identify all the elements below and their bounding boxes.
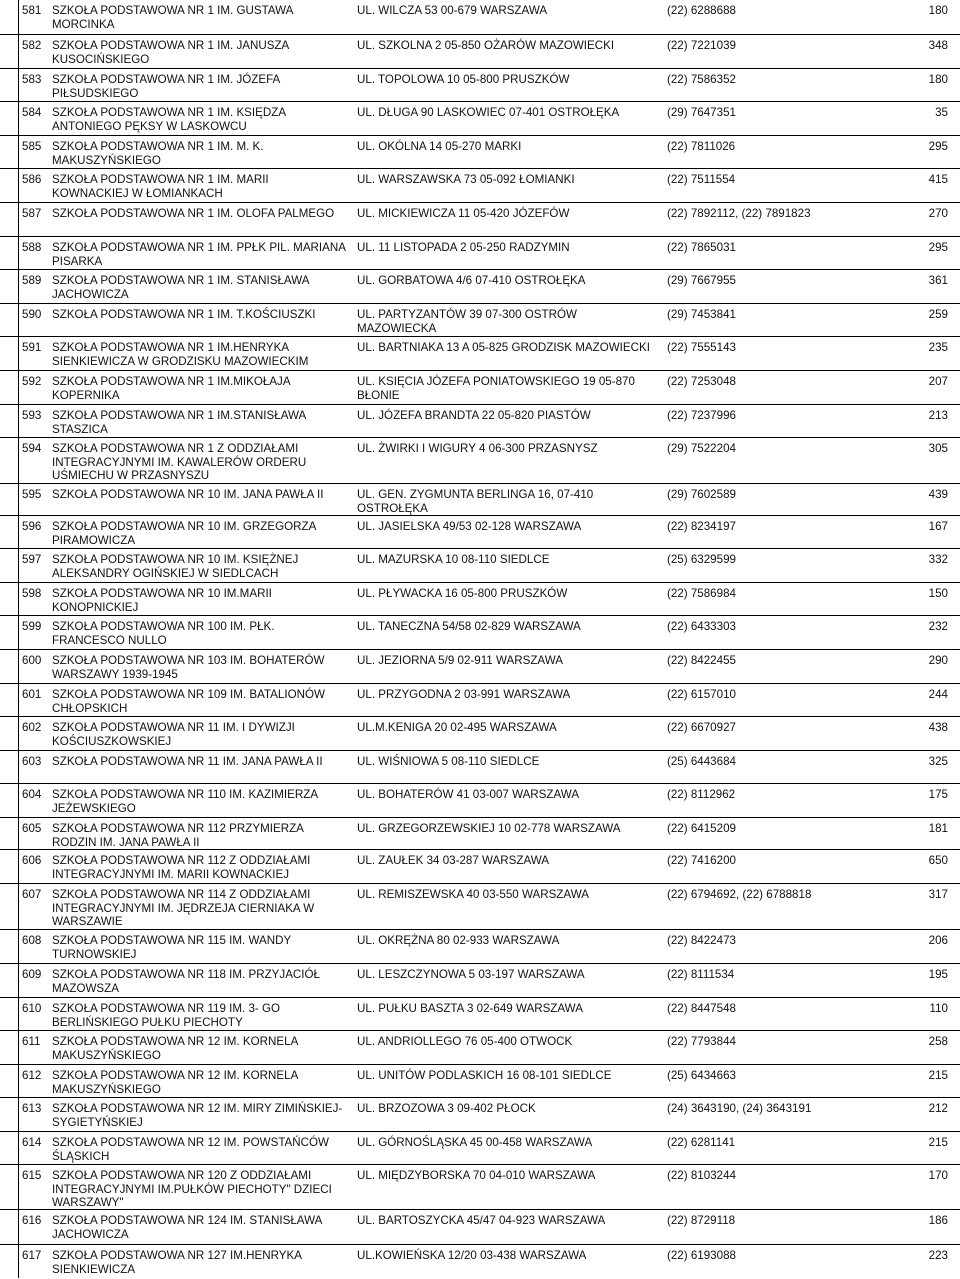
pupil-count: 170 bbox=[928, 1169, 948, 1182]
school-name: SZKOŁA PODSTAWOWA NR 1 IM. KSIĘDZA ANTONIEGO PĘKSY W LASKOWCU bbox=[52, 106, 286, 133]
table-row bbox=[0, 783, 960, 818]
phone-number: (22) 8447548 bbox=[667, 1002, 736, 1015]
school-address: UL. OKRĘŻNA 80 02-933 WARSZAWA bbox=[357, 934, 560, 947]
school-name: SZKOŁA PODSTAWOWA NR 11 IM. I DYWIZJI KOŚCIUSZKOWSKIEJ bbox=[52, 721, 295, 748]
school-address: UL. LESZCZYNOWA 5 03-197 WARSZAWA bbox=[357, 968, 585, 981]
school-address: UL. WARSZAWSKA 73 05-092 ŁOMIANKI bbox=[357, 173, 575, 186]
table-row bbox=[0, 1097, 960, 1132]
school-address: UL. ŻWIRKI I WIGURY 4 06-300 PRZASNYSZ bbox=[357, 442, 598, 455]
phone-number: (22) 8111534 bbox=[667, 968, 735, 981]
pupil-count: 215 bbox=[928, 1069, 948, 1082]
table-row bbox=[0, 34, 960, 69]
school-address: UL. PARTYZANTÓW 39 07-300 OSTRÓW MAZOWIECKA bbox=[357, 308, 577, 335]
phone-number: (29) 7453841 bbox=[667, 308, 736, 321]
pupil-count: 206 bbox=[928, 934, 948, 947]
school-name: SZKOŁA PODSTAWOWA NR 1 IM. M. K. MAKUSZYŃSKIEGO bbox=[52, 140, 264, 167]
phone-number: (22) 8112962 bbox=[667, 788, 736, 801]
pupil-count: 258 bbox=[928, 1035, 948, 1048]
phone-number: (22) 7811026 bbox=[667, 140, 736, 153]
school-name: SZKOŁA PODSTAWOWA NR 1 IM. GUSTAWA MORCINKA bbox=[52, 4, 293, 31]
school-name: SZKOŁA PODSTAWOWA NR 120 Z ODDZIAŁAMI INTEGRACYJNYMI IM.PUŁKÓW PIECHOTY" DZIECI WARSZAWY" bbox=[52, 1169, 332, 1210]
school-address: UL. WIŚNIOWA 5 08-110 SIEDLCE bbox=[357, 755, 540, 768]
school-name: SZKOŁA PODSTAWOWA NR 1 IM.HENRYKA SIENKIEWICZA W GRODZISKU MAZOWIECKIM bbox=[52, 341, 309, 368]
phone-number: (25) 6443684 bbox=[667, 755, 736, 768]
table-row bbox=[0, 817, 960, 850]
school-address: UL. GORBATOWA 4/6 07-410 OSTROŁĘKA bbox=[357, 274, 586, 287]
pupil-count: 207 bbox=[928, 375, 948, 388]
school-address: UL. BOHATERÓW 41 03-007 WARSZAWA bbox=[357, 788, 580, 801]
pupil-count: 290 bbox=[928, 654, 948, 667]
pupil-count: 259 bbox=[928, 308, 948, 321]
pupil-count: 110 bbox=[929, 1002, 948, 1015]
phone-number: (22) 8103244 bbox=[667, 1169, 736, 1182]
row-number: 593 bbox=[22, 409, 42, 422]
pupil-count: 244 bbox=[928, 688, 948, 701]
row-number: 585 bbox=[22, 140, 42, 153]
row-number: 606 bbox=[22, 854, 42, 867]
row-number: 609 bbox=[22, 968, 42, 981]
school-address: UL. GEN. ZYGMUNTA BERLINGA 16, 07-410 OSTROŁĘKA bbox=[357, 488, 594, 515]
table-row bbox=[0, 269, 960, 304]
pupil-count: 195 bbox=[928, 968, 948, 981]
phone-number: (25) 6434663 bbox=[667, 1069, 736, 1082]
pupil-count: 650 bbox=[928, 854, 948, 867]
pupil-count: 35 bbox=[935, 106, 948, 119]
phone-number: (29) 7602589 bbox=[667, 488, 736, 501]
pupil-count: 325 bbox=[928, 755, 948, 768]
table-row bbox=[0, 997, 960, 1031]
row-number: 599 bbox=[22, 620, 42, 633]
row-number: 591 bbox=[22, 341, 42, 354]
phone-number: (22) 7865031 bbox=[667, 241, 736, 254]
school-address: UL. TANECZNA 54/58 02-829 WARSZAWA bbox=[357, 620, 581, 633]
school-name: SZKOŁA PODSTAWOWA NR 1 IM. MARII KOWNACKIEJ W ŁOMIANKACH bbox=[52, 173, 269, 200]
school-address: UL. UNITÓW PODLASKICH 16 08-101 SIEDLCE bbox=[357, 1069, 612, 1082]
pupil-count: 439 bbox=[928, 488, 948, 501]
pupil-count: 415 bbox=[928, 173, 948, 186]
row-number: 584 bbox=[22, 106, 42, 119]
school-name: SZKOŁA PODSTAWOWA NR 1 IM. STANISŁAWA JACHOWICZA bbox=[52, 274, 309, 301]
pupil-count: 270 bbox=[928, 207, 948, 220]
table-left-border bbox=[18, 0, 19, 1278]
pupil-count: 317 bbox=[928, 888, 948, 901]
school-address: UL. KSIĘCIA JÓZEFA PONIATOWSKIEGO 19 05-870 BŁONIE bbox=[357, 375, 635, 402]
row-number: 612 bbox=[22, 1069, 42, 1082]
table-row bbox=[0, 0, 960, 34]
row-number: 617 bbox=[22, 1249, 42, 1262]
school-name: SZKOŁA PODSTAWOWA NR 1 IM. PPŁK PIL. MARIANA PISARKA bbox=[52, 241, 346, 268]
row-number: 615 bbox=[22, 1169, 42, 1182]
pupil-count: 305 bbox=[928, 442, 948, 455]
phone-number: (22) 6433303 bbox=[667, 620, 736, 633]
table-row bbox=[0, 437, 960, 484]
row-number: 613 bbox=[22, 1102, 42, 1115]
school-name: SZKOŁA PODSTAWOWA NR 1 Z ODDZIAŁAMI INTEGRACYJNYMI IM. KAWALERÓW ORDERU UŚMIECHU W PRZASNYSZU bbox=[52, 442, 307, 483]
school-address: UL. MICKIEWICZA 11 05-420 JÓZEFÓW bbox=[357, 207, 570, 220]
table-row bbox=[0, 750, 960, 784]
school-address: UL. GÓRNOŚLĄSKA 45 00-458 WARSZAWA bbox=[357, 1136, 593, 1149]
pupil-count: 186 bbox=[928, 1214, 948, 1227]
phone-number: (29) 7667955 bbox=[667, 274, 736, 287]
row-number: 597 bbox=[22, 553, 42, 566]
table-row bbox=[0, 582, 960, 616]
phone-number: (22) 6415209 bbox=[667, 822, 736, 835]
school-address: UL. GRZEGORZEWSKIEJ 10 02-778 WARSZAWA bbox=[357, 822, 621, 835]
school-name: SZKOŁA PODSTAWOWA NR 118 IM. PRZYJACIÓŁ MAZOWSZA bbox=[52, 968, 320, 995]
pupil-count: 438 bbox=[928, 721, 948, 734]
pupil-count: 232 bbox=[928, 620, 948, 633]
table-row bbox=[0, 370, 960, 405]
school-name: SZKOŁA PODSTAWOWA NR 1 IM. JÓZEFA PIŁSUDSKIEGO bbox=[52, 73, 280, 100]
table-row bbox=[0, 649, 960, 684]
school-address: UL. JASIELSKA 49/53 02-128 WARSZAWA bbox=[357, 520, 582, 533]
school-address: UL. TOPOLOWA 10 05-800 PRUSZKÓW bbox=[357, 73, 570, 86]
phone-number: (22) 7253048 bbox=[667, 375, 736, 388]
school-name: SZKOŁA PODSTAWOWA NR 127 IM.HENRYKA SIENKIEWICZA bbox=[52, 1249, 302, 1276]
table-row bbox=[0, 849, 960, 884]
school-name: SZKOŁA PODSTAWOWA NR 1 IM. JANUSZA KUSOCIŃSKIEGO bbox=[52, 39, 289, 66]
table-row bbox=[0, 101, 960, 136]
school-address: UL. MAZURSKA 10 08-110 SIEDLCE bbox=[357, 553, 550, 566]
school-address: UL. MIĘDZYBORSKA 70 04-010 WARSZAWA bbox=[357, 1169, 596, 1182]
school-address: UL. BRZOZOWA 3 09-402 PŁOCK bbox=[357, 1102, 536, 1115]
phone-number: (22) 6281141 bbox=[667, 1136, 736, 1149]
phone-number: (22) 7555143 bbox=[667, 341, 736, 354]
school-name: SZKOŁA PODSTAWOWA NR 12 IM. KORNELA MAKUSZYŃSKIEGO bbox=[52, 1035, 298, 1062]
phone-number: (24) 3643190, (24) 3643191 bbox=[667, 1102, 812, 1115]
school-address: UL. SZKOLNA 2 05-850 OŻARÓW MAZOWIECKI bbox=[357, 39, 615, 52]
school-name: SZKOŁA PODSTAWOWA NR 10 IM. KSIĘŻNEJ ALEKSANDRY OGIŃSKIEJ W SIEDLCACH bbox=[52, 553, 299, 580]
table-row bbox=[0, 303, 960, 337]
table-row bbox=[0, 1030, 960, 1065]
school-name: SZKOŁA PODSTAWOWA NR 115 IM. WANDY TURNOWSKIEJ bbox=[52, 934, 291, 961]
phone-number: (22) 6670927 bbox=[667, 721, 736, 734]
school-name: SZKOŁA PODSTAWOWA NR 11 IM. JANA PAWŁA II bbox=[52, 755, 323, 768]
pupil-count: 223 bbox=[928, 1249, 948, 1262]
row-number: 594 bbox=[22, 442, 42, 455]
table-row bbox=[0, 1244, 960, 1279]
row-number: 614 bbox=[22, 1136, 42, 1149]
school-name: SZKOŁA PODSTAWOWA NR 119 IM. 3- GO BERLIŃSKIEGO PUŁKU PIECHOTY bbox=[52, 1002, 281, 1029]
school-name: SZKOŁA PODSTAWOWA NR 109 IM. BATALIONÓW CHŁOPSKICH bbox=[52, 688, 325, 715]
pupil-count: 361 bbox=[928, 274, 948, 287]
table-row bbox=[0, 483, 960, 516]
school-name: SZKOŁA PODSTAWOWA NR 12 IM. MIRY ZIMIŃSKIEJ-SYGIETYŃSKIEJ bbox=[52, 1102, 343, 1129]
pupil-count: 150 bbox=[928, 587, 948, 600]
school-name: SZKOŁA PODSTAWOWA NR 110 IM. KAZIMIERZA JEŻEWSKIEGO bbox=[52, 788, 318, 815]
row-number: 605 bbox=[22, 822, 42, 835]
row-number: 587 bbox=[22, 207, 42, 220]
table-row bbox=[0, 336, 960, 371]
phone-number: (29) 7647351 bbox=[667, 106, 736, 119]
row-number: 588 bbox=[22, 241, 42, 254]
school-name: SZKOŁA PODSTAWOWA NR 114 Z ODDZIAŁAMI INTEGRACYJNYMI IM. JĘDRZEJA CIERNIAKA W WARSZAWIE bbox=[52, 888, 315, 929]
school-address: UL. ANDRIOLLEGO 76 05-400 OTWOCK bbox=[357, 1035, 573, 1048]
row-number: 607 bbox=[22, 888, 42, 901]
table-row bbox=[0, 1209, 960, 1245]
phone-number: (22) 6288688 bbox=[667, 4, 736, 17]
row-number: 601 bbox=[22, 688, 42, 701]
row-number: 604 bbox=[22, 788, 42, 801]
phone-number: (22) 6193088 bbox=[667, 1249, 736, 1262]
table-row bbox=[0, 1064, 960, 1098]
pupil-count: 295 bbox=[928, 241, 948, 254]
school-address: UL. BARTOSZYCKA 45/47 04-923 WARSZAWA bbox=[357, 1214, 606, 1227]
school-address: UL. PRZYGODNA 2 03-991 WARSZAWA bbox=[357, 688, 571, 701]
school-name: SZKOŁA PODSTAWOWA NR 12 IM. POWSTAŃCÓW ŚLĄSKICH bbox=[52, 1136, 329, 1163]
school-name: SZKOŁA PODSTAWOWA NR 1 IM.STANISŁAWA STASZICA bbox=[52, 409, 306, 436]
school-name: SZKOŁA PODSTAWOWA NR 10 IM. GRZEGORZA PIRAMOWICZA bbox=[52, 520, 316, 547]
school-name: SZKOŁA PODSTAWOWA NR 100 IM. PŁK. FRANCESCO NULLO bbox=[52, 620, 275, 647]
school-address: UL. PŁYWACKA 16 05-800 PRUSZKÓW bbox=[357, 587, 568, 600]
table-row bbox=[0, 883, 960, 930]
school-name: SZKOŁA PODSTAWOWA NR 12 IM. KORNELA MAKUSZYŃSKIEGO bbox=[52, 1069, 298, 1096]
row-number: 590 bbox=[22, 308, 42, 321]
row-number: 583 bbox=[22, 73, 42, 86]
table-row bbox=[0, 404, 960, 438]
row-number: 595 bbox=[22, 488, 42, 501]
row-number: 600 bbox=[22, 654, 42, 667]
school-address: UL.KOWIEŃSKA 12/20 03-438 WARSZAWA bbox=[357, 1249, 587, 1262]
table-row bbox=[0, 68, 960, 102]
table-row bbox=[0, 236, 960, 270]
table-row bbox=[0, 548, 960, 583]
pupil-count: 180 bbox=[928, 73, 948, 86]
row-number: 586 bbox=[22, 173, 42, 186]
row-number: 589 bbox=[22, 274, 42, 287]
row-number: 581 bbox=[22, 4, 42, 17]
pupil-count: 295 bbox=[928, 140, 948, 153]
school-address: UL. DŁUGA 90 LASKOWIEC 07-401 OSTROŁĘKA bbox=[357, 106, 620, 119]
school-name: SZKOŁA PODSTAWOWA NR 10 IM. JANA PAWŁA II bbox=[52, 488, 324, 501]
pupil-count: 215 bbox=[928, 1136, 948, 1149]
row-number: 611 bbox=[22, 1035, 41, 1048]
pupil-count: 348 bbox=[928, 39, 948, 52]
phone-number: (22) 7416200 bbox=[667, 854, 736, 867]
school-address: UL. OKÓLNA 14 05-270 MARKI bbox=[357, 140, 522, 153]
school-address: UL. JÓZEFA BRANDTA 22 05-820 PIASTÓW bbox=[357, 409, 591, 422]
pupil-count: 235 bbox=[928, 341, 948, 354]
pupil-count: 332 bbox=[928, 553, 948, 566]
table-row bbox=[0, 963, 960, 998]
table-row bbox=[0, 168, 960, 203]
school-address: UL.M.KENIGA 20 02-495 WARSZAWA bbox=[357, 721, 557, 734]
table-row bbox=[0, 1131, 960, 1165]
school-name: SZKOŁA PODSTAWOWA NR 1 IM.MIKOŁAJA KOPERNIKA bbox=[52, 375, 290, 402]
phone-number: (22) 7586984 bbox=[667, 587, 736, 600]
pupil-count: 181 bbox=[928, 822, 948, 835]
phone-number: (22) 6157010 bbox=[667, 688, 736, 701]
school-name: SZKOŁA PODSTAWOWA NR 103 IM. BOHATERÓW WARSZAWY 1939-1945 bbox=[52, 654, 325, 681]
row-number: 582 bbox=[22, 39, 42, 52]
school-name: SZKOŁA PODSTAWOWA NR 1 IM. T.KOŚCIUSZKI bbox=[52, 308, 316, 321]
phone-number: (25) 6329599 bbox=[667, 553, 736, 566]
row-number: 603 bbox=[22, 755, 42, 768]
table-row bbox=[0, 135, 960, 169]
school-address: UL. WILCZA 53 00-679 WARSZAWA bbox=[357, 4, 548, 17]
school-name: SZKOŁA PODSTAWOWA NR 1 IM. OLOFA PALMEGO bbox=[52, 207, 335, 220]
phone-number: (22) 8234197 bbox=[667, 520, 736, 533]
school-name: SZKOŁA PODSTAWOWA NR 112 Z ODDZIAŁAMI INTEGRACYJNYMI IM. MARII KOWNACKIEJ bbox=[52, 854, 311, 881]
row-number: 610 bbox=[22, 1002, 42, 1015]
row-number: 592 bbox=[22, 375, 42, 388]
phone-number: (22) 7237996 bbox=[667, 409, 736, 422]
table-row bbox=[0, 202, 960, 237]
pupil-count: 213 bbox=[928, 409, 948, 422]
phone-number: (22) 7586352 bbox=[667, 73, 736, 86]
table-row bbox=[0, 716, 960, 751]
table-row bbox=[0, 1164, 960, 1210]
school-address: UL. ZAUŁEK 34 03-287 WARSZAWA bbox=[357, 854, 550, 867]
school-address: UL. PUŁKU BASZTA 3 02-649 WARSZAWA bbox=[357, 1002, 583, 1015]
phone-number: (22) 7793844 bbox=[667, 1035, 736, 1048]
phone-number: (22) 8422455 bbox=[667, 654, 736, 667]
school-address: UL. 11 LISTOPADA 2 05-250 RADZYMIN bbox=[357, 241, 570, 254]
pupil-count: 175 bbox=[928, 788, 948, 801]
phone-number: (22) 8729118 bbox=[667, 1214, 736, 1227]
row-number: 598 bbox=[22, 587, 42, 600]
pupil-count: 212 bbox=[928, 1102, 948, 1115]
phone-number: (22) 7892112, (22) 7891823 bbox=[667, 207, 811, 220]
table-row bbox=[0, 683, 960, 717]
phone-number: (22) 8422473 bbox=[667, 934, 736, 947]
school-name: SZKOŁA PODSTAWOWA NR 10 IM.MARII KONOPNICKIEJ bbox=[52, 587, 272, 614]
row-number: 602 bbox=[22, 721, 42, 734]
pupil-count: 180 bbox=[928, 4, 948, 17]
pupil-count: 167 bbox=[928, 520, 948, 533]
school-address: UL. JEZIORNA 5/9 02-911 WARSZAWA bbox=[357, 654, 563, 667]
phone-number: (22) 7221039 bbox=[667, 39, 736, 52]
phone-number: (29) 7522204 bbox=[667, 442, 736, 455]
row-number: 608 bbox=[22, 934, 42, 947]
table-row bbox=[0, 615, 960, 650]
table-row bbox=[0, 515, 960, 549]
phone-number: (22) 7511554 bbox=[667, 173, 736, 186]
row-number: 616 bbox=[22, 1214, 42, 1227]
school-address: UL. BARTNIAKA 13 A 05-825 GRODZISK MAZOWIECKI bbox=[357, 341, 650, 354]
school-name: SZKOŁA PODSTAWOWA NR 124 IM. STANISŁAWA JACHOWICZA bbox=[52, 1214, 322, 1241]
row-number: 596 bbox=[22, 520, 42, 533]
school-name: SZKOŁA PODSTAWOWA NR 112 PRZYMIERZA RODZIN IM. JANA PAWŁA II bbox=[52, 822, 304, 849]
table-row bbox=[0, 929, 960, 964]
school-address: UL. REMISZEWSKA 40 03-550 WARSZAWA bbox=[357, 888, 589, 901]
phone-number: (22) 6794692, (22) 6788818 bbox=[667, 888, 812, 901]
